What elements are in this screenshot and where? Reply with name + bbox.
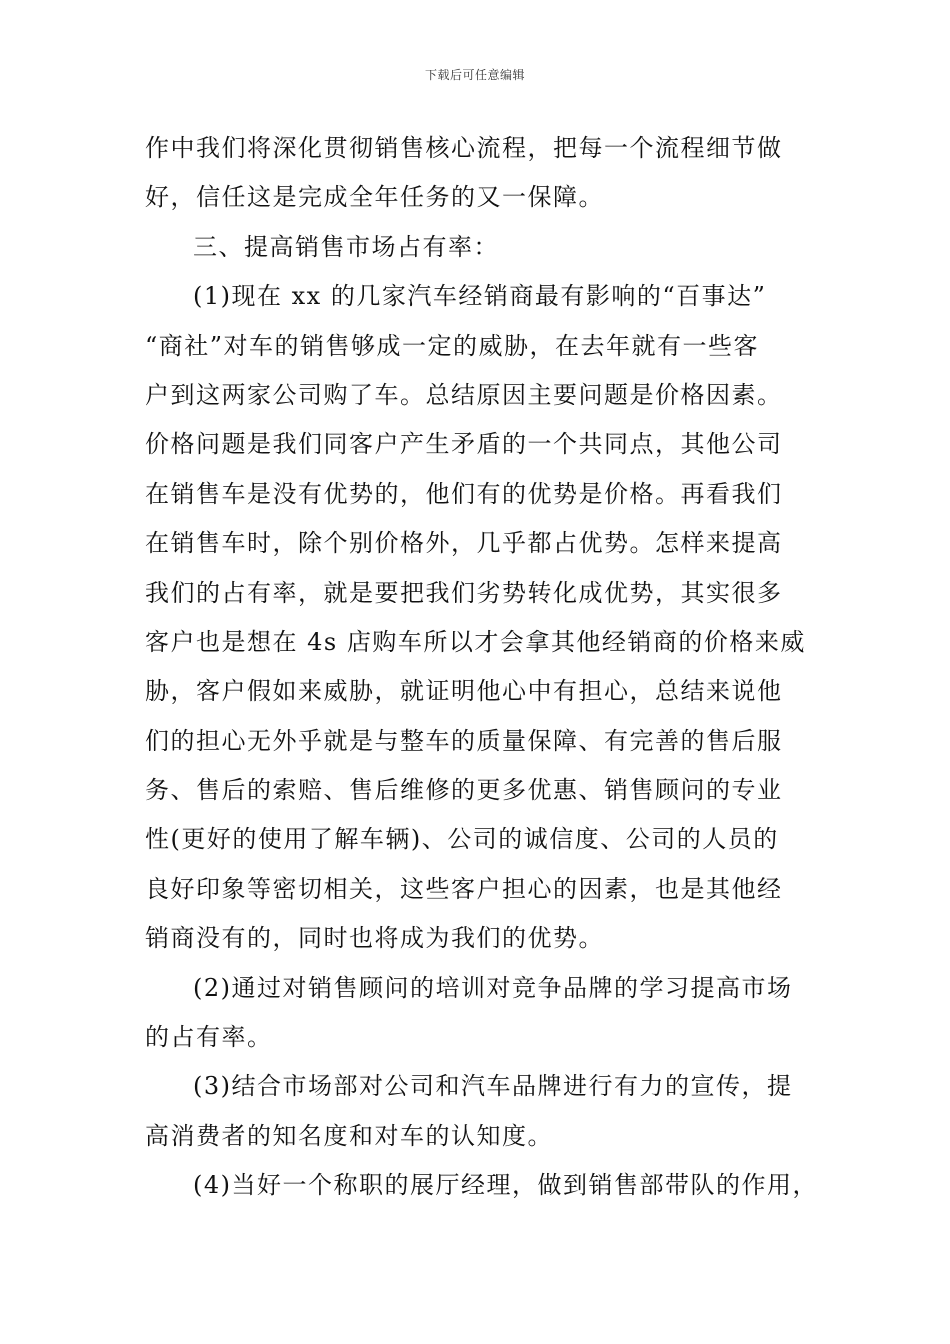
body-line: 户到这两家公司购了车。总结原因主要问题是价格因素。 <box>145 380 783 409</box>
body-line: 销商没有的，同时也将成为我们的优势。 <box>145 924 604 953</box>
body-line: 胁，客户假如来威胁，就证明他心中有担心，总结来说他 <box>145 677 783 706</box>
body-line: 的占有率。 <box>145 1023 273 1052</box>
body-line: 高消费者的知名度和对车的认知度。 <box>145 1121 553 1150</box>
body-line: (2)通过对销售顾问的培训对竞争品牌的学习提高市场 <box>193 973 793 1002</box>
section-heading: 三、提高销售市场占有率： <box>193 232 499 261</box>
body-line: (3)结合市场部对公司和汽车品牌进行有力的宣传，提 <box>193 1072 793 1101</box>
body-line: 我们的占有率，就是要把我们劣势转化成优势，其实很多 <box>145 578 783 607</box>
body-line: 好，信任这是完成全年任务的又一保障。 <box>145 183 604 212</box>
body-line: 务、售后的索赔、售后维修的更多优惠、销售顾问的专业 <box>145 776 783 805</box>
body-line: 在销售车时，除个别价格外，几乎都占优势。怎样来提高 <box>145 529 783 558</box>
body-line: (1)现在 xx 的几家汽车经销商最有影响的“百事达” <box>193 282 767 311</box>
body-line: 价格问题是我们同客户产生矛盾的一个共同点，其他公司 <box>145 430 783 459</box>
body-line: 良好印象等密切相关，这些客户担心的因素，也是其他经 <box>145 874 783 903</box>
body-line: 客户也是想在 4s 店购车所以才会拿其他经销商的价格来威 <box>145 627 806 656</box>
body-line: “商社”对车的销售够成一定的威胁，在去年就有一些客 <box>145 331 760 360</box>
document-body <box>145 124 818 1211</box>
body-line: 性(更好的使用了解车辆)、公司的诚信度、公司的人员的 <box>145 825 779 854</box>
body-line: 们的担心无外乎就是与整车的质量保障、有完善的售后服 <box>145 726 783 755</box>
body-line: 在销售车是没有优势的，他们有的优势是价格。再看我们 <box>145 479 783 508</box>
body-line: (4)当好一个称职的展厅经理，做到销售部带队的作用， <box>193 1171 818 1200</box>
page-header: 下载后可任意编辑 <box>424 68 525 82</box>
body-line: 作中我们将深化贯彻销售核心流程，把每一个流程细节做 <box>145 134 783 162</box>
